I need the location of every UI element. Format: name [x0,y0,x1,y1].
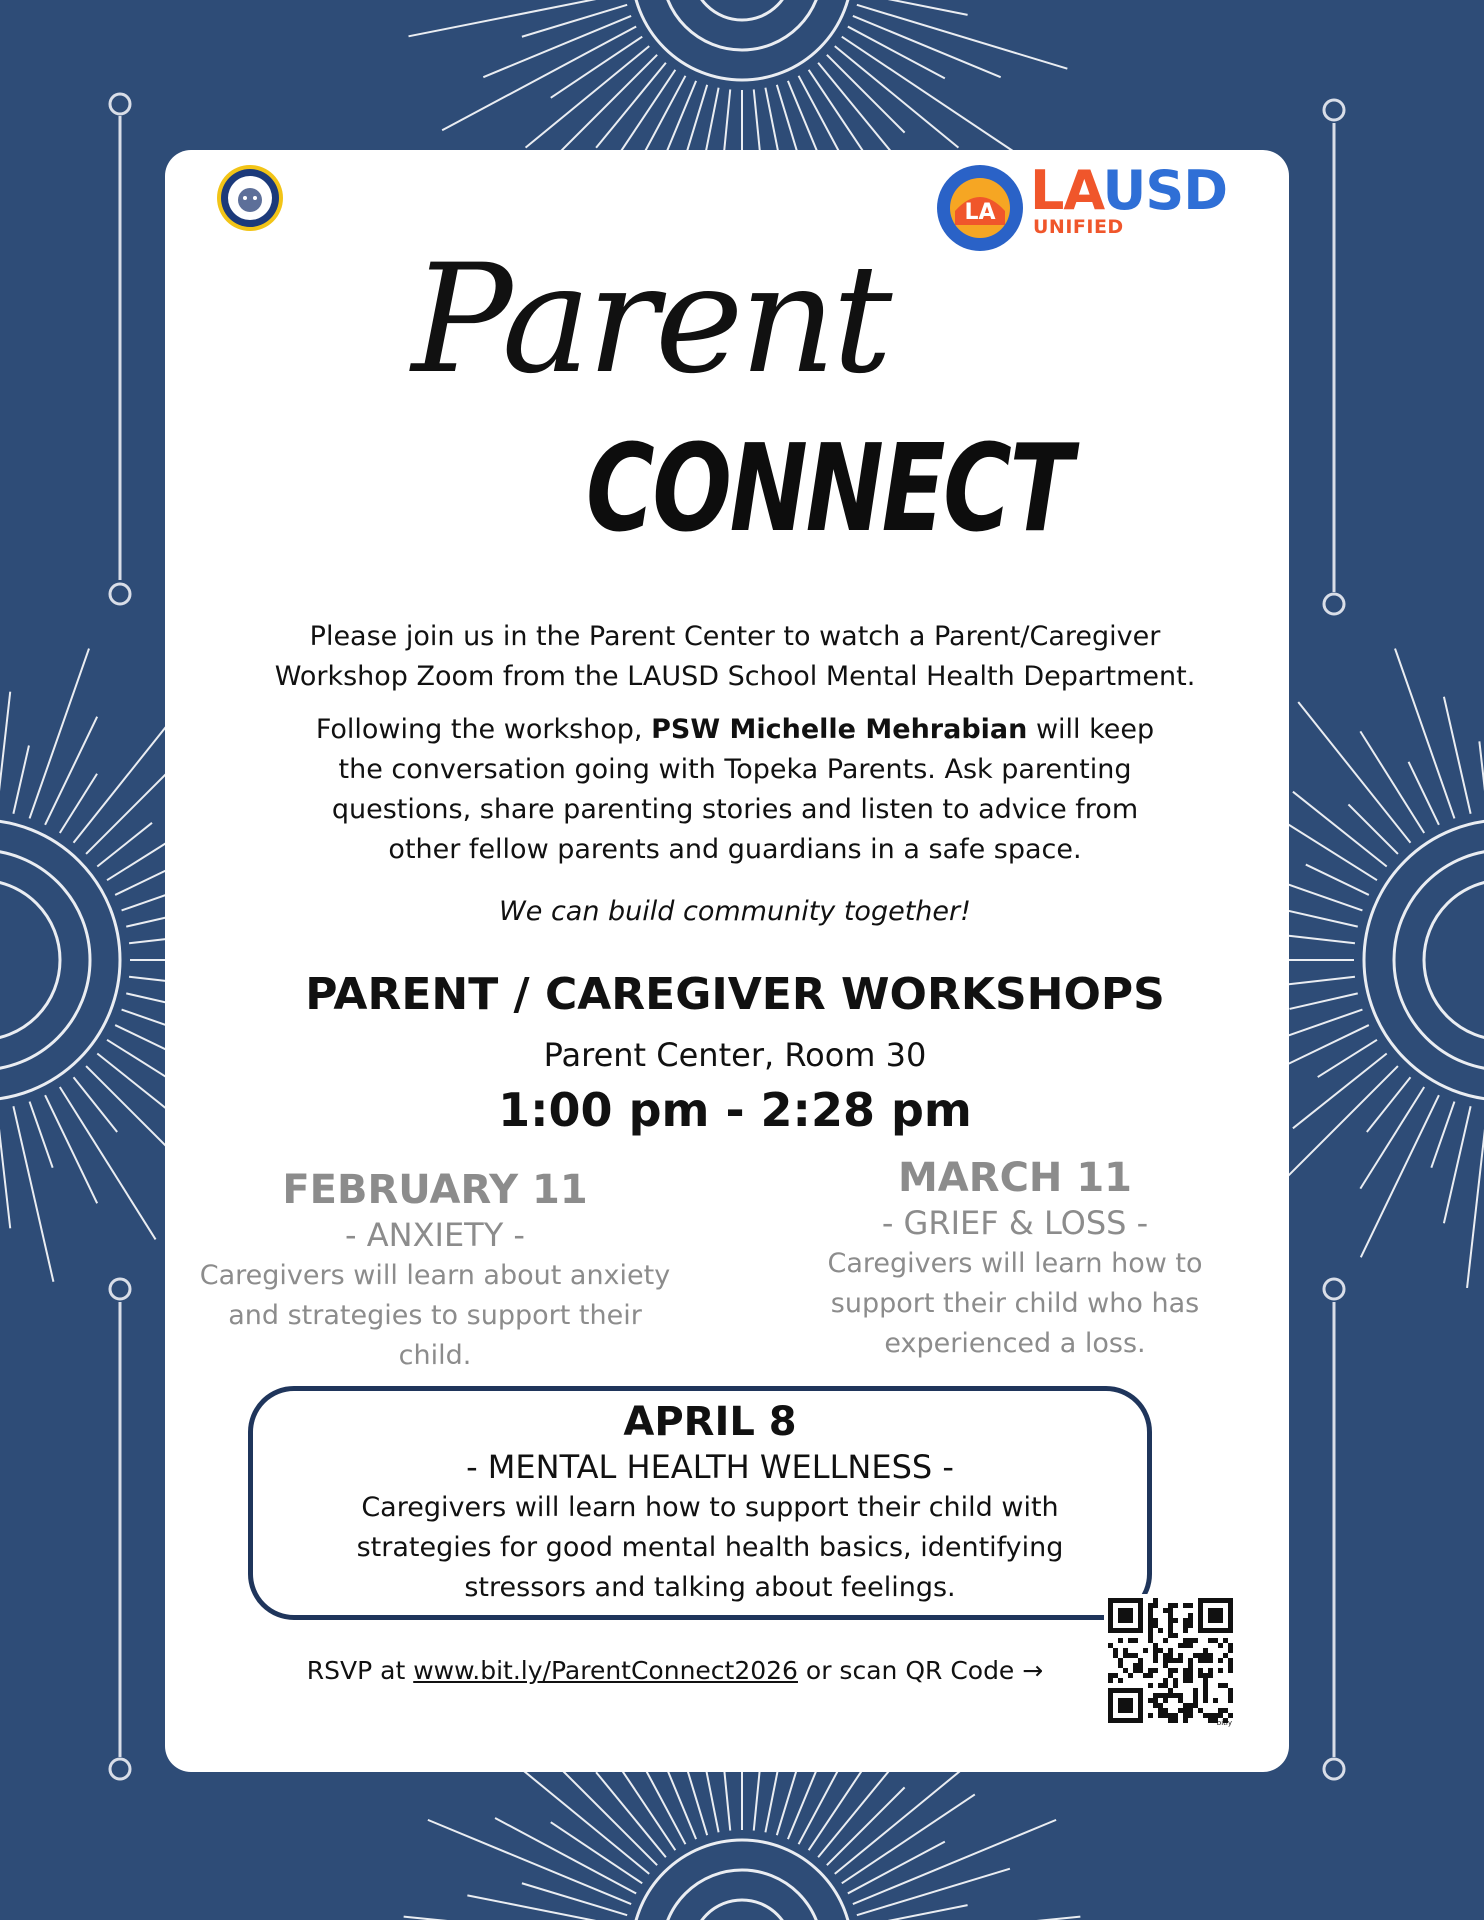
intro-paragraph: Please join us in the Parent Center to watch a Parent/Caregiver Workshop Zoom from the LAUSD School Mental Health Department. [274,621,1196,692]
session-march [805,1154,1225,1364]
sunburst-ray [853,1820,1056,1904]
sunburst-ray [60,1087,156,1239]
sunburst-ring [0,880,60,1040]
sunburst-ray [45,1095,97,1203]
workshops-location: Parent Center, Room 30 [543,1036,927,1074]
session-date: FEBRUARY 11 [282,1167,588,1213]
qr-caption: bitly [1216,1719,1232,1727]
sunburst-ray [1395,649,1454,819]
session-date: MARCH 11 [898,1155,1132,1201]
workshops-heading: PARENT / CAREGIVER WORKSHOPS [305,969,1165,1020]
svg-text:LA: LA [964,200,996,225]
sunburst-ray [442,27,636,131]
sunburst-ring [1424,880,1484,1040]
sunburst-ray [0,1109,10,1228]
sunburst-ray [1360,1087,1424,1189]
session-february [190,1166,680,1376]
lausd-wordmark: LAUSD [1030,159,1228,222]
qr-code-icon[interactable] [1104,1594,1238,1728]
sunburst-ray [1360,731,1424,833]
sunburst-ray [1361,1095,1439,1257]
sunburst-ray [1444,1106,1471,1223]
session-description: Caregivers will learn about anxiety and strategies to support their child. [199,1260,671,1371]
sunburst-ray [74,1077,118,1132]
tagline: We can build community together! [499,896,971,927]
session-date: APRIL 8 [623,1399,797,1445]
sunburst-ray [1290,993,1358,1009]
sunburst-ray [1479,741,1484,811]
sunburst-ring [0,850,90,1070]
sunburst-ray [13,1106,53,1281]
sunburst-ray [30,1102,53,1168]
sunburst-ray [526,46,650,148]
topeka-charter-badge-icon [215,163,285,233]
sunburst-ray [842,1794,975,1883]
facilitator-name: PSW Michelle Mehrabian [651,714,1028,745]
workshops-time: 1:00 pm - 2:28 pm [498,1083,972,1137]
session-topic: - ANXIETY - [345,1216,525,1254]
rsvp-line: RSVP at www.bit.ly/ParentConnect2026 or scan QR Code → [306,1656,1044,1685]
sunburst-ring [692,0,792,20]
sunburst-ray [1348,804,1397,853]
sunburst-ring [1394,850,1484,1070]
title-block: CONNECT [586,420,1072,559]
session-topic: - GRIEF & LOSS - [881,1204,1149,1242]
sunburst-ray [1444,697,1471,814]
sunburst-ray [428,1820,631,1904]
sunburst-ring [632,1840,852,1920]
sunburst-ray [1367,1077,1411,1132]
sunburst-ray [835,46,959,148]
sunburst-ray [13,746,29,814]
lausd-unified-label: UNIFIED [1033,216,1124,238]
sunburst-ring [662,1870,822,1920]
sunburst-ray [1298,702,1410,843]
session-april [300,1398,1120,1608]
sunburst-ring [692,1900,792,1920]
session-topic: - MENTAL HEALTH WELLNESS - [466,1448,954,1486]
sunburst-ray [860,1905,968,1920]
sunburst-ray [1271,1066,1398,1193]
title-script: Parent [411,233,889,407]
rsvp-link[interactable]: www.bit.ly/ParentConnect2026 [413,1656,798,1685]
sunburst-ray [409,0,625,36]
sunburst-ring [632,0,852,80]
sunburst-ray [1431,1102,1454,1168]
sunburst-ring [662,0,822,50]
sunburst-ray [0,692,10,811]
sunburst-ray [30,649,89,819]
sunburst-ray [45,717,97,825]
sunburst-ray [1285,935,1355,943]
sunburst-ray [860,0,968,15]
session-description: Caregivers will learn how to support their child with strategies for good mental health basics, identifying stressors and talking about feelings. [356,1492,1064,1603]
facilitator-paragraph: Following the workshop, PSW Michelle Mehrabian will keep the conversation going with Topeka Parents. Ask parenting questions, share parenting stories and listen to advice from other fellow parents and guardians in a safe space. [315,714,1155,865]
sunburst-ray [97,823,152,867]
sunburst-ray [1467,1109,1484,1288]
session-description: Caregivers will learn how to support their child who has experienced a loss. [827,1248,1203,1359]
